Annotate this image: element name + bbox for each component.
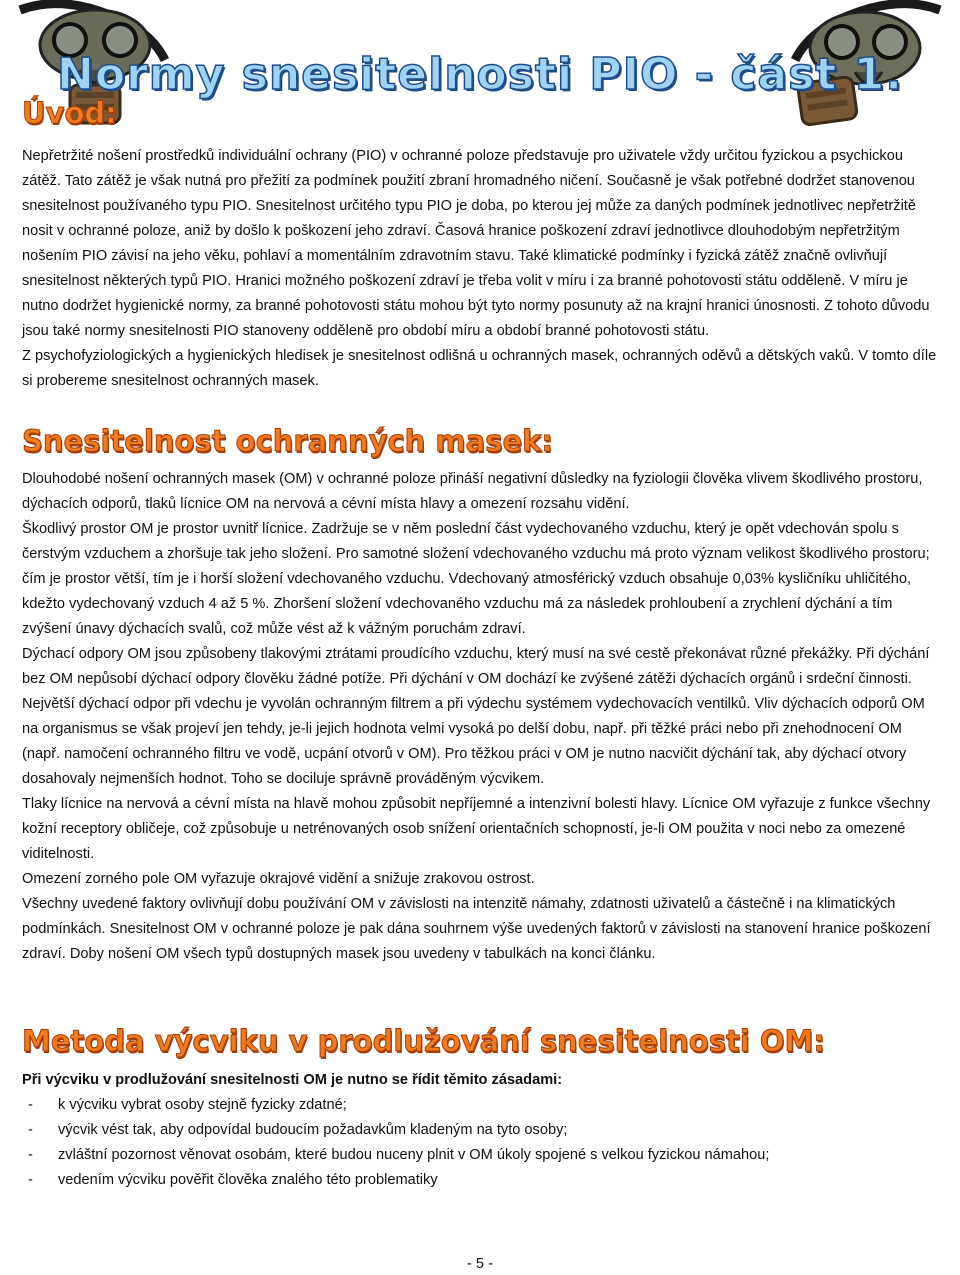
section-body-masky: [22, 467, 942, 967]
list-bullet: -: [28, 1147, 33, 1163]
list-item-text: vedením výcviku pověřit člověka znalého této problematiky: [58, 1172, 438, 1188]
paragraph: Všechny uvedené faktory ovlivňují dobu používání OM v závislosti na intenzitě námahy, zdatnosti uživatelů a částečně i na klimatických podmínkách. Snesitelnost OM v ochranné poloze je pak dána souhrnem výše uvedených faktorů v závislosti na stanovení hranice poškození zdraví. Doby nošení OM všech typů dostupných masek jsou uvedeny v tabulkách na konci článku.: [22, 896, 931, 962]
list-item: [22, 1093, 942, 1118]
list-item-text: k výcviku vybrat osoby stejně fyzicky zdatné;: [58, 1097, 347, 1113]
list-lead: Při výcviku v prodlužování snesitelnosti OM je nutno se řídit těmito zásadami:: [22, 1072, 563, 1088]
paragraph: Škodlivý prostor OM je prostor uvnitř lícnice. Zadržuje se v něm poslední část vydechovaného vzduchu, který je opět vdechován spolu s čerstvým vzduchem a zhoršuje tak jeho složení. Pro samotné složení vdechovaného vzduchu má proto význam velikost škodlivého prostoru; čím je prostor větší, tím je i horší složení vdechovaného vzduchu. Vdechovaný atmosférický vzduch obsahuje 0,03% kysličníku uhličitého, kdežto vydechovaný vzduch 4 až 5 %. Zhoršení složení vdechovaného vzduchu má za následek prohloubení a zrychlení dýchání a tím zvýšení únavy dýchacích svalů, což může vést až k vážným poruchám zdraví.: [22, 521, 930, 637]
section-heading-metoda: Metoda výcviku v prodlužování snesitelnosti OM:: [22, 1024, 825, 1058]
section-heading-masky: Snesitelnost ochranných masek:: [22, 424, 554, 458]
list-bullet: -: [28, 1122, 33, 1138]
list-item: [22, 1118, 942, 1143]
list-item: [22, 1143, 942, 1168]
section-body-metoda: [22, 1068, 942, 1193]
page-title: Normy snesitelnosti PIO - část 1.: [57, 49, 903, 101]
paragraph: Tlaky lícnice na nervová a cévní místa na hlavě mohou způsobit nepříjemné a intenzivní bolesti hlavy. Lícnice OM vyřazuje z funkce všechny kožní receptory obličeje, což způsobuje u netrénovaných osob snížení orientačních schopností, je-li OM použita v noci nebo za omezené viditelnosti.: [22, 796, 931, 862]
rules-list: [22, 1093, 942, 1193]
list-bullet: -: [28, 1172, 33, 1188]
paragraph: Omezení zorného pole OM vyřazuje okrajové vidění a snižuje zrakovou ostrost.: [22, 871, 535, 887]
section-body-uvod: [22, 144, 942, 394]
paragraph: Dlouhodobé nošení ochranných masek (OM) v ochranné poloze přináší negativní důsledky na fyziologii člověka vlivem škodlivého prostoru, dýchacích odporů, tlaků lícnice OM na nervová a cévní místa hlavy a omezení rozsahu vidění.: [22, 471, 923, 512]
paragraph: Dýchací odpory OM jsou způsobeny tlakovými ztrátami proudícího vzduchu, který musí na své cestě překonávat různé překážky. Při dýchání bez OM nepůsobí dýchací odpory člověku žádné potíže. Při dýchání v OM dochází ke zvýšené zátěži dýchacích orgánů i srdeční činnosti. Největší dýchací odpor při vdechu je vyvolán ochranným filtrem a při výdechu systémem vydechovacích ventilků. Vliv dýchacích odporů OM na organismus se však projeví jen tehdy, je-li jejich hodnota velmi vysoká po delší dobu, např. při těžké práci nebo při znehodnocení OM (např. namočení ochranného filtru ve vodě, ucpání otvorů v OM). Pro těžkou práci v OM je nutno nacvičit dýchání tak, aby dýchací otvory dosahovaly nejmenších hodnot. Toho se dociluje správně prováděným výcvikem.: [22, 646, 930, 787]
list-bullet: -: [28, 1097, 33, 1113]
list-item-text: zvláštní pozornost věnovat osobám, které budou nuceny plnit v OM úkoly spojené s velkou fyzickou námahou;: [58, 1147, 770, 1163]
list-item: [22, 1168, 942, 1193]
page-number: - 5 -: [467, 1256, 493, 1272]
list-item-text: výcvik vést tak, aby odpovídal budoucím požadavkům kladeným na tyto osoby;: [58, 1122, 568, 1138]
paragraph: Nepřetržité nošení prostředků individuální ochrany (PIO) v ochranné poloze představuje pro uživatele vždy určitou fyzickou a psychickou zátěž. Tato zátěž je však nutná pro přežití za podmínek použití zbraní hromadného ničení. Současně je však potřebné dodržet stanovenou snesitelnost používaného typu PIO. Snesitelnost určitého typu PIO je doba, po kterou jej může za daných podmínek jednotlivec nepřetržitě nosit v ochranné poloze, aniž by došlo k poškození jeho zdraví. Časová hranice poškození zdraví jednotlivce dlouhodobým nepřetržitým nošením PIO závisí na jeho věku, pohlaví a momentálním zdravotním stavu. Také klimatické podmínky i fyzická zátěž značně ovlivňují snesitelnost některých typů PIO. Hranici možného poškození zdraví je třeba volit v míru i za branné pohotovosti státu odděleně. V míru je nutno dodržet hygienické normy, za branné pohotovosti státu mohou být tyto normy posunuty až na krajní hranici únosnosti. Z tohoto důvodu jsou také normy snesitelnosti PIO stanoveny odděleně pro období míru a období branné pohotovosti státu.: [22, 148, 930, 339]
paragraph: Z psychofyziologických a hygienických hledisek je snesitelnost odlišná u ochranných masek, ochranných oděvů a dětských vaků. V tomto díle si probereme snesitelnost ochranných masek.: [22, 348, 937, 389]
section-heading-uvod: Úvod:: [22, 96, 117, 130]
